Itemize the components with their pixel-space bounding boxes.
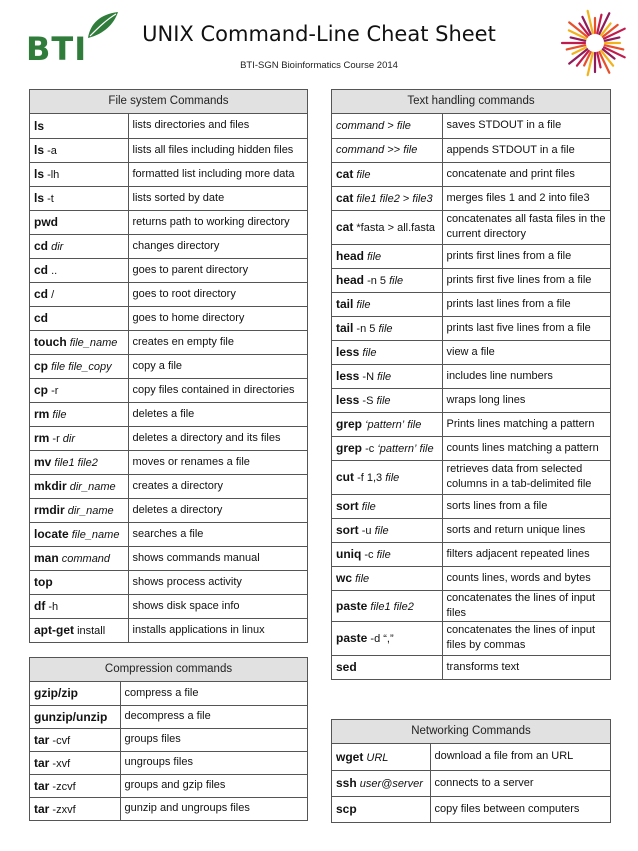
command-cell (30, 306, 128, 330)
table-row (332, 316, 610, 340)
command-name: head (336, 273, 365, 287)
table-row (332, 138, 610, 162)
table-row (332, 460, 610, 494)
table-row (332, 621, 610, 655)
command-args: -cvf (52, 734, 71, 747)
description-cell: includes line numbers (442, 364, 610, 388)
command-args: -h (48, 601, 59, 613)
command-cell (30, 258, 128, 282)
command-name: ssh (336, 776, 357, 790)
table-row (332, 770, 610, 796)
command-name: rmdir (34, 503, 65, 517)
table-row (30, 378, 307, 402)
command-args: file1 file2 (370, 600, 414, 613)
command-args: file (355, 573, 370, 585)
description-cell: deletes a directory and its files (128, 426, 307, 450)
command-name: sort (336, 499, 359, 513)
command-args: file (356, 299, 371, 311)
description-cell: prints last five lines from a file (442, 316, 610, 340)
command-cell (332, 542, 442, 566)
description-cell: ungroups files (120, 751, 307, 774)
table-row (30, 330, 307, 354)
table-row (332, 655, 610, 679)
command-args: dir_name (67, 505, 114, 517)
command-name: tar (34, 732, 50, 747)
description-cell: prints last lines from a file (442, 292, 610, 316)
command-cell (332, 518, 442, 542)
command-name: less (336, 369, 360, 383)
command-cell (332, 388, 442, 412)
command-name: cat (336, 191, 354, 205)
networking-table (332, 744, 610, 822)
command-args: -zxvf (52, 803, 76, 816)
description-cell: Prints lines matching a pattern (442, 412, 610, 436)
description-cell: transforms text (442, 655, 610, 679)
table-row (30, 162, 307, 186)
command-cell (332, 744, 430, 770)
description-cell: creates en empty file (128, 330, 307, 354)
table-row (30, 774, 307, 797)
logo-text: BTI (26, 30, 88, 68)
command-cell (30, 705, 120, 728)
command-cell (332, 138, 442, 162)
command-args: dir (51, 241, 64, 253)
command-args: -xvf (52, 757, 71, 770)
description-cell: gunzip and ungroups files (120, 797, 307, 820)
description-cell: compress a file (124, 686, 199, 699)
description-cell: decompress a file (120, 705, 307, 728)
page-title: UNIX Command-Line Cheat Sheet (142, 22, 496, 46)
command-args: file_name (71, 529, 120, 541)
compression-header: Compression commands (30, 658, 307, 682)
command-cell (30, 797, 120, 820)
description-cell: returns path to working directory (128, 210, 307, 234)
command-args: file (367, 251, 382, 263)
command-name: ls (34, 118, 45, 133)
command-args: file1 file2 > file3 (356, 193, 433, 205)
command-args: *fasta > all.fasta (356, 222, 436, 234)
command-name: grep (336, 441, 363, 455)
command-cell (30, 682, 120, 705)
description-cell: view a file (442, 340, 610, 364)
command-name: top (34, 575, 53, 589)
table-row (30, 138, 307, 162)
table-row (30, 682, 307, 705)
command-cell (30, 751, 120, 774)
table-row (332, 364, 610, 388)
description-cell: counts lines, words and bytes (442, 566, 610, 590)
command-args: -n 5 file (367, 275, 404, 287)
description-cell: goes to parent directory (128, 258, 307, 282)
description-cell: appends STDOUT in a file (442, 138, 610, 162)
table-row (30, 210, 307, 234)
command-name: head (336, 249, 365, 263)
table-row (30, 594, 307, 618)
filesystem-table (30, 114, 307, 642)
command-args: -f 1,3 file (357, 472, 400, 484)
table-row (332, 590, 610, 621)
table-row (30, 498, 307, 522)
description-cell: installs applications in linux (128, 618, 307, 642)
table-row (30, 546, 307, 570)
description-cell: groups files (120, 728, 307, 751)
command-args: file (361, 501, 376, 513)
description-cell: concatenates all fasta files in the current directory (442, 210, 610, 244)
table-row (30, 426, 307, 450)
command-cell (30, 234, 128, 258)
command-cell (332, 590, 442, 621)
command-cell (30, 114, 128, 138)
command-name: sort (336, 523, 359, 537)
command-cell (332, 494, 442, 518)
command-cell (332, 796, 430, 822)
command-cell (30, 570, 128, 594)
description-cell: shows disk space info (128, 594, 307, 618)
command-name: wc (336, 571, 353, 585)
command-cell (30, 522, 128, 546)
command-cell (332, 655, 442, 679)
command-cell (332, 186, 442, 210)
command-cell (30, 378, 128, 402)
table-row (30, 618, 307, 642)
description-cell: saves STDOUT in a file (446, 119, 562, 132)
command-name: paste (336, 631, 368, 645)
description-cell: filters adjacent repeated lines (442, 542, 610, 566)
command-name: df (34, 599, 46, 613)
command-name: man (34, 551, 59, 565)
table-row (332, 412, 610, 436)
command-name: cp (34, 359, 49, 373)
command-cell (30, 402, 128, 426)
description-cell: concatenates the lines of input files (442, 590, 610, 621)
description-cell: download a file from an URL (434, 750, 574, 763)
command-args: file_name (69, 337, 118, 349)
command-cell (30, 138, 128, 162)
table-row (30, 402, 307, 426)
description-cell: deletes a directory (128, 498, 307, 522)
table-row (332, 566, 610, 590)
command-name: tail (336, 297, 354, 311)
command-args: file (362, 347, 377, 359)
command-cell (332, 210, 442, 244)
description-cell: goes to root directory (128, 282, 307, 306)
command-args: -N file (362, 371, 392, 383)
command-cell (30, 774, 120, 797)
command-cell (30, 210, 128, 234)
command-name: pwd (34, 215, 58, 229)
command-args: file (356, 169, 371, 181)
command-name: gzip/zip (34, 686, 78, 701)
table-row (332, 436, 610, 460)
command-cell (30, 282, 128, 306)
command-name: gunzip/unzip (34, 709, 108, 724)
table-row (332, 186, 610, 210)
description-cell: counts lines matching a pattern (442, 436, 610, 460)
table-row (332, 744, 610, 770)
table-row (30, 728, 307, 751)
command-cell (332, 114, 442, 138)
description-cell: lists all files including hidden files (128, 138, 307, 162)
table-row (332, 494, 610, 518)
command-args: file (52, 409, 67, 421)
table-row (30, 258, 307, 282)
command-cell (30, 618, 128, 642)
description-cell: creates a directory (128, 474, 307, 498)
command-args: -r (51, 385, 59, 397)
command-cell (332, 566, 442, 590)
command-args: install (77, 625, 106, 638)
command-args: -d “,” (370, 633, 394, 645)
command-name: less (336, 393, 360, 407)
command-args: ‘pattern’ file (365, 419, 422, 431)
command-args: user@server (359, 778, 423, 790)
table-row (332, 796, 610, 822)
command-name: less (336, 345, 360, 359)
command-cell (332, 770, 430, 796)
command-name: cd (34, 239, 49, 253)
command-cell (332, 412, 442, 436)
description-cell: prints first five lines from a file (442, 268, 610, 292)
command-name: rm (34, 407, 50, 421)
command-cell (332, 316, 442, 340)
command-cell (332, 460, 442, 494)
command-cell (332, 292, 442, 316)
command-args: URL (366, 751, 389, 764)
table-row (332, 542, 610, 566)
command-args: -n 5 file (356, 323, 393, 335)
command-args: / (51, 289, 55, 301)
command-name: mkdir (34, 479, 67, 493)
description-cell: sorts and return unique lines (442, 518, 610, 542)
command-cell (30, 498, 128, 522)
command-args: -c ‘pattern’ file (365, 443, 434, 455)
command-args: command > file (336, 119, 411, 132)
table-row (30, 751, 307, 774)
description-cell: formatted list including more data (128, 162, 307, 186)
command-name: ls (34, 191, 45, 205)
text-handling-section (331, 89, 611, 680)
description-cell: searches a file (128, 522, 307, 546)
description-cell: concatenate and print files (442, 162, 610, 186)
command-cell (30, 450, 128, 474)
command-args: command >> file (336, 144, 418, 156)
description-cell: connects to a server (430, 770, 610, 796)
table-row (30, 186, 307, 210)
command-name: cd (34, 263, 49, 277)
command-args: -S file (362, 395, 391, 407)
description-cell: moves or renames a file (128, 450, 307, 474)
table-row (30, 797, 307, 820)
command-name: locate (34, 527, 69, 541)
command-args: -t (47, 193, 54, 205)
command-args: -u file (361, 525, 389, 537)
command-args: file1 file2 (54, 457, 98, 469)
table-row (332, 114, 610, 138)
description-cell: shows process activity (128, 570, 307, 594)
table-row (30, 705, 307, 728)
command-args: -a (47, 145, 57, 157)
command-cell (30, 186, 128, 210)
command-cell (30, 474, 128, 498)
command-cell (30, 426, 128, 450)
description-cell: lists sorted by date (128, 186, 307, 210)
command-args: -lh (47, 169, 60, 181)
text-handling-table (332, 114, 610, 679)
command-cell (332, 162, 442, 186)
description-cell: copy a file (128, 354, 307, 378)
table-row (30, 522, 307, 546)
table-row (332, 388, 610, 412)
command-name: touch (34, 335, 67, 349)
command-name: paste (336, 598, 368, 613)
table-row (332, 518, 610, 542)
description-cell: lists directories and files (132, 119, 250, 132)
command-name: cat (336, 220, 354, 234)
table-row (30, 114, 307, 138)
command-name: apt-get (34, 623, 74, 638)
command-cell (30, 594, 128, 618)
command-cell (332, 268, 442, 292)
compression-section (29, 657, 308, 821)
description-cell: wraps long lines (442, 388, 610, 412)
description-cell: copy files contained in directories (128, 378, 307, 402)
command-name: grep (336, 417, 363, 431)
description-cell: merges files 1 and 2 into file3 (442, 186, 610, 210)
description-cell: groups and gzip files (120, 774, 307, 797)
command-args: command (61, 553, 111, 565)
command-name: ls (34, 167, 45, 181)
command-name: cd (34, 287, 49, 301)
command-name: cut (336, 470, 354, 484)
description-cell: retrieves data from selected columns in a tab-delimited file (442, 460, 610, 494)
networking-header: Networking Commands (332, 720, 610, 744)
description-cell: goes to home directory (128, 306, 307, 330)
table-row (30, 282, 307, 306)
table-row (30, 306, 307, 330)
table-row (30, 570, 307, 594)
command-name: cd (34, 311, 49, 325)
description-cell: prints first lines from a file (442, 244, 610, 268)
command-name: uniq (336, 547, 362, 561)
command-args: dir_name (69, 481, 116, 493)
command-name: sed (336, 660, 357, 675)
page-subtitle: BTI-SGN Bioinformatics Course 2014 (240, 60, 398, 71)
command-args: -r dir (52, 433, 76, 445)
command-name: wget (336, 749, 364, 764)
command-cell (30, 330, 128, 354)
command-cell (30, 546, 128, 570)
command-args: file file_copy (51, 361, 112, 373)
command-cell (332, 244, 442, 268)
command-cell (332, 621, 442, 655)
command-cell (332, 436, 442, 460)
compression-table (30, 682, 307, 820)
networking-section (331, 719, 611, 823)
command-name: ls (34, 143, 45, 157)
command-args: .. (51, 265, 58, 277)
description-cell: shows commands manual (128, 546, 307, 570)
table-row (332, 292, 610, 316)
command-cell (332, 364, 442, 388)
command-name: tar (34, 755, 50, 770)
command-name: tar (34, 778, 50, 793)
command-name: tar (34, 801, 50, 816)
command-cell (30, 728, 120, 751)
command-name: cp (34, 383, 49, 397)
description-cell: changes directory (128, 234, 307, 258)
table-row (332, 340, 610, 364)
command-name: scp (336, 802, 357, 817)
command-args: -zcvf (52, 780, 76, 793)
table-row (30, 474, 307, 498)
command-cell (30, 162, 128, 186)
table-row (332, 268, 610, 292)
command-cell (30, 354, 128, 378)
table-row (332, 162, 610, 186)
command-name: tail (336, 321, 354, 335)
description-cell: sorts lines from a file (442, 494, 610, 518)
command-args: -c file (364, 549, 391, 561)
table-row (30, 234, 307, 258)
description-cell: concatenates the lines of input files by commas (442, 621, 610, 655)
command-name: mv (34, 455, 52, 469)
table-row (332, 244, 610, 268)
command-name: cat (336, 167, 354, 181)
filesystem-header: File system Commands (30, 90, 307, 114)
table-row (30, 354, 307, 378)
command-name: rm (34, 431, 50, 445)
text-handling-header: Text handling commands (332, 90, 610, 114)
table-row (332, 210, 610, 244)
description-cell: copy files between computers (430, 796, 610, 822)
filesystem-section (29, 89, 308, 643)
description-cell: deletes a file (128, 402, 307, 426)
table-row (30, 450, 307, 474)
command-cell (332, 340, 442, 364)
